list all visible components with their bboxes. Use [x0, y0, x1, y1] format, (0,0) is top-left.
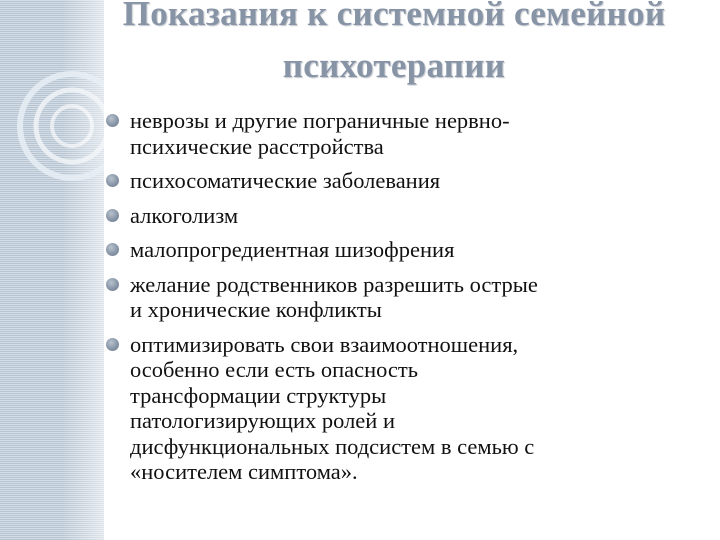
list-item-line: неврозы и другие пограничные нервно- [130, 108, 510, 133]
list-item-line: малопрогредиентная шизофрения [130, 237, 455, 262]
list-item-line: «носителем симптома». [130, 459, 358, 484]
list-item-line: оптимизировать свои взаимоотношения, [130, 331, 519, 357]
list-item-line: психические расстройства [130, 133, 384, 159]
list-item-line: и хронические конфликты [130, 297, 382, 322]
slide-title-line-1: Показания к системной семейной [122, 0, 666, 33]
list-item [104, 108, 694, 159]
list-item-line: желание родственников разрешить острые [130, 271, 538, 297]
list-item-line: алкоголизм [130, 202, 239, 228]
indications-list [104, 108, 694, 494]
list-item [104, 203, 694, 229]
list-item [104, 272, 694, 323]
slide-title [88, 0, 700, 86]
list-item-line: особенно если есть опасность [130, 357, 419, 382]
slide-title-line-2: психотерапии [282, 46, 506, 85]
round-bullet-icon [106, 174, 119, 187]
list-item [104, 237, 694, 263]
round-bullet-icon [106, 338, 119, 351]
round-bullet-icon [106, 114, 119, 127]
list-item [104, 332, 694, 485]
list-item-line: патологизирующих ролей и [130, 408, 395, 433]
round-bullet-icon [106, 209, 119, 222]
list-item-line: психосоматические заболевания [130, 168, 441, 193]
list-item-line: трансформации структуры [130, 382, 387, 408]
round-bullet-icon [106, 278, 119, 291]
round-bullet-icon [106, 243, 119, 256]
list-item-line: дисфункциональных подсистем в семью с [130, 433, 535, 459]
list-item [104, 168, 694, 194]
